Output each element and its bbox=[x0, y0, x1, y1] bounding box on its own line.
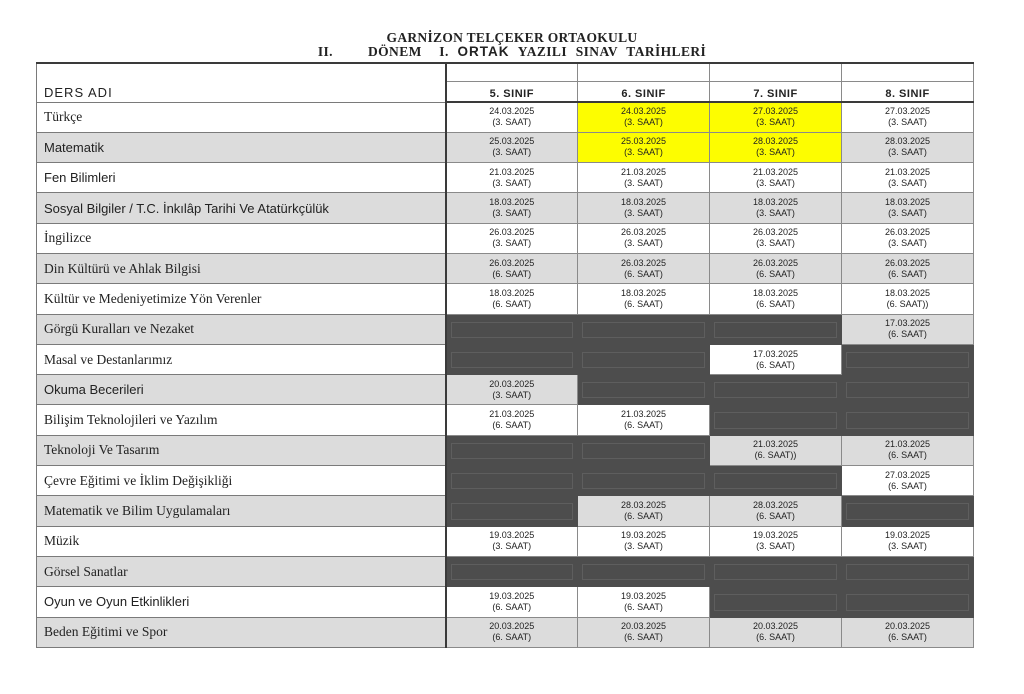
no-exam-cell bbox=[842, 496, 974, 526]
table-row bbox=[37, 314, 974, 344]
no-exam-cell-inset bbox=[714, 473, 837, 489]
exam-date-cell bbox=[842, 163, 974, 193]
exam-date: 19.03.2025 bbox=[884, 530, 931, 541]
exam-hour: (3. SAAT) bbox=[624, 208, 663, 219]
exam-hour: (3. SAAT) bbox=[492, 177, 532, 188]
exam-hour: (3. SAAT) bbox=[756, 541, 795, 552]
no-exam-cell-inset bbox=[582, 352, 705, 368]
no-exam-cell-inset bbox=[582, 322, 705, 338]
no-exam-cell-inset bbox=[714, 322, 837, 338]
exam-date: 20.03.2025 bbox=[884, 621, 931, 632]
exam-hour: (3. SAAT) bbox=[492, 541, 532, 552]
exam-hour: (3. SAAT) bbox=[756, 177, 795, 188]
exam-date: 18.03.2025 bbox=[752, 197, 799, 208]
no-exam-cell-inset bbox=[714, 412, 837, 428]
table-row bbox=[37, 284, 974, 314]
exam-date-cell bbox=[710, 496, 842, 526]
exam-hour: (3. SAAT) bbox=[624, 177, 663, 188]
exam-date: 17.03.2025 bbox=[884, 318, 931, 329]
exam-date: 21.03.2025 bbox=[620, 166, 667, 177]
exam-hour: (6. SAAT) bbox=[756, 511, 795, 521]
exam-hour: (3. SAAT) bbox=[756, 147, 795, 158]
exam-date-cell bbox=[710, 344, 842, 374]
no-exam-cell bbox=[578, 556, 710, 586]
exam-hour: (6. SAAT) bbox=[624, 420, 663, 431]
no-exam-cell bbox=[710, 587, 842, 617]
no-exam-cell-inset bbox=[582, 564, 705, 580]
exam-date: 26.03.2025 bbox=[884, 227, 931, 238]
exam-hour: (3. SAAT) bbox=[624, 238, 663, 249]
exam-date: 20.03.2025 bbox=[489, 378, 535, 389]
exam-date: 26.03.2025 bbox=[752, 257, 799, 268]
exam-hour: (6. SAAT) bbox=[624, 511, 663, 521]
no-exam-cell bbox=[446, 314, 578, 344]
exam-date-cell bbox=[446, 163, 578, 193]
subject-name: Okuma Becerileri bbox=[37, 375, 446, 405]
no-exam-cell bbox=[710, 375, 842, 405]
subject-name: Sosyal Bilgiler / T.C. İnkılâp Tarihi Ve Atatürkçülük bbox=[37, 193, 446, 223]
exam-date: 27.03.2025 bbox=[884, 106, 931, 117]
exam-date-cell bbox=[710, 132, 842, 162]
subject-name: Oyun ve Oyun Etkinlikleri bbox=[37, 587, 446, 617]
table-row bbox=[37, 556, 974, 586]
exam-date-cell bbox=[842, 617, 974, 647]
table-row bbox=[37, 466, 974, 496]
exam-hour: (3. SAAT) bbox=[756, 238, 795, 249]
no-exam-cell bbox=[446, 466, 578, 496]
exam-date-cell bbox=[578, 102, 710, 132]
no-exam-cell bbox=[842, 344, 974, 374]
exam-date-cell bbox=[842, 526, 974, 556]
no-exam-cell-inset bbox=[846, 412, 969, 428]
exam-date-cell bbox=[446, 587, 578, 617]
exam-date-cell bbox=[578, 223, 710, 253]
subject-name: Teknoloji Ve Tasarım bbox=[37, 435, 446, 465]
exam-date: 26.03.2025 bbox=[884, 257, 931, 268]
ortak-label: ORTAK bbox=[457, 44, 510, 59]
no-exam-cell-inset bbox=[846, 594, 969, 610]
exam-date-cell bbox=[842, 193, 974, 223]
exam-date-cell bbox=[710, 223, 842, 253]
exam-dates-label: YAZILI SINAV TARİHLERİ bbox=[517, 44, 707, 59]
no-exam-cell-inset bbox=[582, 382, 705, 398]
exam-hour: (6. SAAT) bbox=[624, 601, 663, 612]
no-exam-cell bbox=[578, 344, 710, 374]
term-label: II. DÖNEM I. bbox=[317, 44, 449, 59]
exam-date: 19.03.2025 bbox=[620, 590, 667, 601]
exam-hour: (6. SAAT) bbox=[492, 298, 532, 309]
exam-date: 25.03.2025 bbox=[620, 136, 667, 147]
exam-date-cell bbox=[842, 435, 974, 465]
exam-date-cell bbox=[710, 284, 842, 314]
no-exam-cell bbox=[842, 405, 974, 435]
table-row bbox=[37, 132, 974, 162]
exam-date: 20.03.2025 bbox=[752, 621, 799, 632]
table-row bbox=[37, 435, 974, 465]
no-exam-cell bbox=[710, 405, 842, 435]
no-exam-cell bbox=[578, 314, 710, 344]
exam-hour: (3. SAAT) bbox=[492, 389, 532, 400]
exam-date-cell bbox=[446, 526, 578, 556]
exam-date: 20.03.2025 bbox=[620, 621, 667, 632]
exam-hour: (6. SAAT) bbox=[492, 420, 532, 431]
exam-date: 25.03.2025 bbox=[489, 136, 535, 147]
subject-name: Masal ve Destanlarımız bbox=[37, 344, 446, 374]
exam-date: 18.03.2025 bbox=[752, 287, 799, 298]
exam-date-cell bbox=[842, 223, 974, 253]
exam-date-cell bbox=[446, 375, 578, 405]
no-exam-cell-inset bbox=[582, 473, 705, 489]
exam-date-cell bbox=[578, 405, 710, 435]
exam-schedule-table bbox=[36, 62, 974, 648]
subject-column-header: DERS ADI bbox=[37, 63, 446, 102]
exam-hour: (3. SAAT) bbox=[492, 117, 532, 128]
exam-hour: (3. SAAT) bbox=[888, 238, 927, 249]
subject-name: Matematik bbox=[37, 132, 446, 162]
no-exam-cell-inset bbox=[451, 352, 574, 368]
exam-date-cell bbox=[446, 405, 578, 435]
subject-name: Din Kültürü ve Ahlak Bilgisi bbox=[37, 253, 446, 283]
subject-name: Müzik bbox=[37, 526, 446, 556]
exam-date-cell bbox=[710, 435, 842, 465]
exam-date-cell bbox=[446, 193, 578, 223]
exam-hour: (3. SAAT) bbox=[888, 541, 927, 552]
exam-date: 18.03.2025 bbox=[884, 287, 931, 298]
no-exam-cell-inset bbox=[451, 503, 574, 519]
exam-date-cell bbox=[578, 132, 710, 162]
exam-date: 28.03.2025 bbox=[752, 500, 799, 510]
exam-date: 21.03.2025 bbox=[489, 409, 535, 420]
exam-hour: (3. SAAT) bbox=[624, 541, 663, 552]
exam-date: 26.03.2025 bbox=[620, 257, 667, 268]
no-exam-cell bbox=[842, 587, 974, 617]
exam-date: 28.03.2025 bbox=[884, 136, 931, 147]
exam-date-cell bbox=[446, 284, 578, 314]
exam-date-cell bbox=[842, 284, 974, 314]
exam-date-cell bbox=[710, 617, 842, 647]
exam-date: 26.03.2025 bbox=[752, 227, 799, 238]
exam-date: 24.03.2025 bbox=[620, 106, 667, 117]
exam-hour: (6. SAAT) bbox=[492, 632, 532, 643]
subject-name: Kültür ve Medeniyetimize Yön Verenler bbox=[37, 284, 446, 314]
exam-date-cell bbox=[710, 253, 842, 283]
exam-date-cell bbox=[710, 163, 842, 193]
exam-date-cell bbox=[710, 193, 842, 223]
no-exam-cell bbox=[446, 496, 578, 526]
exam-date-cell bbox=[578, 617, 710, 647]
no-exam-cell-inset bbox=[846, 382, 969, 398]
exam-date: 18.03.2025 bbox=[489, 197, 535, 208]
exam-date-cell bbox=[578, 284, 710, 314]
exam-date: 18.03.2025 bbox=[489, 287, 535, 298]
no-exam-cell-inset bbox=[451, 473, 574, 489]
exam-date: 28.03.2025 bbox=[620, 500, 667, 510]
exam-date-cell bbox=[446, 223, 578, 253]
exam-date: 27.03.2025 bbox=[752, 106, 799, 117]
no-exam-cell-inset bbox=[451, 443, 574, 459]
exam-hour: (6. SAAT) bbox=[756, 632, 795, 643]
exam-hour: (3. SAAT) bbox=[756, 208, 795, 219]
exam-hour: (6. SAAT) bbox=[888, 329, 927, 340]
exam-date-cell bbox=[578, 253, 710, 283]
grade-header-8: 8. SINIF bbox=[842, 63, 974, 102]
no-exam-cell-inset bbox=[451, 322, 574, 338]
exam-date: 27.03.2025 bbox=[884, 469, 931, 480]
exam-hour: (6. SAAT) bbox=[492, 601, 532, 612]
subject-name: İngilizce bbox=[37, 223, 446, 253]
no-exam-cell-inset bbox=[714, 594, 837, 610]
exam-date: 26.03.2025 bbox=[489, 227, 535, 238]
table-row bbox=[37, 253, 974, 283]
no-exam-cell-inset bbox=[846, 564, 969, 580]
exam-hour: (3. SAAT) bbox=[492, 208, 532, 219]
no-exam-cell-inset bbox=[582, 443, 705, 459]
subject-name: Görsel Sanatlar bbox=[37, 556, 446, 586]
table-row bbox=[37, 375, 974, 405]
exam-date-cell bbox=[578, 526, 710, 556]
no-exam-cell-inset bbox=[714, 382, 837, 398]
exam-date: 21.03.2025 bbox=[752, 166, 799, 177]
exam-hour: (3. SAAT) bbox=[624, 147, 663, 158]
header-row bbox=[37, 63, 974, 102]
exam-hour: (6. SAAT)) bbox=[754, 450, 797, 461]
no-exam-cell bbox=[842, 375, 974, 405]
exam-date-cell bbox=[578, 163, 710, 193]
grade-header-6: 6. SINIF bbox=[578, 63, 710, 102]
exam-date-cell bbox=[842, 314, 974, 344]
exam-date: 19.03.2025 bbox=[489, 590, 535, 601]
exam-date: 21.03.2025 bbox=[884, 166, 931, 177]
exam-date: 26.03.2025 bbox=[489, 257, 535, 268]
subject-name: Çevre Eğitimi ve İklim Değişikliği bbox=[37, 466, 446, 496]
exam-date-cell bbox=[842, 466, 974, 496]
exam-hour: (6. SAAT) bbox=[888, 480, 927, 491]
exam-hour: (6. SAAT) bbox=[492, 268, 532, 279]
exam-hour: (6. SAAT)) bbox=[886, 298, 929, 309]
no-exam-cell bbox=[446, 435, 578, 465]
exam-date: 17.03.2025 bbox=[752, 348, 799, 359]
exam-date: 19.03.2025 bbox=[752, 530, 799, 541]
exam-date-cell bbox=[446, 132, 578, 162]
exam-hour: (3. SAAT) bbox=[492, 238, 532, 249]
exam-date: 20.03.2025 bbox=[489, 621, 535, 632]
exam-hour: (6. SAAT) bbox=[624, 298, 663, 309]
no-exam-cell bbox=[710, 466, 842, 496]
exam-date: 18.03.2025 bbox=[620, 197, 667, 208]
subject-name: Matematik ve Bilim Uygulamaları bbox=[37, 496, 446, 526]
exam-date-cell bbox=[446, 253, 578, 283]
table-row bbox=[37, 102, 974, 132]
exam-hour: (6. SAAT) bbox=[888, 632, 927, 643]
exam-hour: (3. SAAT) bbox=[888, 147, 927, 158]
exam-hour: (6. SAAT) bbox=[624, 632, 663, 643]
exam-date: 21.03.2025 bbox=[752, 439, 799, 450]
exam-date-cell bbox=[842, 102, 974, 132]
exam-date-cell bbox=[446, 102, 578, 132]
exam-date: 28.03.2025 bbox=[752, 136, 799, 147]
exam-date-cell bbox=[578, 587, 710, 617]
grade-header-5: 5. SINIF bbox=[446, 63, 578, 102]
exam-hour: (6. SAAT) bbox=[888, 268, 927, 279]
exam-date: 21.03.2025 bbox=[620, 409, 667, 420]
no-exam-cell bbox=[842, 556, 974, 586]
subject-name: Fen Bilimleri bbox=[37, 163, 446, 193]
exam-hour: (3. SAAT) bbox=[888, 177, 927, 188]
exam-date: 26.03.2025 bbox=[620, 227, 667, 238]
table-row bbox=[37, 193, 974, 223]
school-name: GARNİZON TELÇEKER ORTAOKULU bbox=[386, 30, 638, 45]
exam-date-cell bbox=[710, 526, 842, 556]
document-title bbox=[0, 44, 1024, 60]
exam-date: 21.03.2025 bbox=[884, 439, 931, 450]
table-row bbox=[37, 526, 974, 556]
no-exam-cell bbox=[710, 556, 842, 586]
table-row bbox=[37, 223, 974, 253]
subject-name: Beden Eğitimi ve Spor bbox=[37, 617, 446, 647]
no-exam-cell bbox=[578, 435, 710, 465]
exam-hour: (3. SAAT) bbox=[624, 117, 663, 128]
table-row bbox=[37, 405, 974, 435]
exam-hour: (6. SAAT) bbox=[888, 450, 927, 461]
exam-date: 19.03.2025 bbox=[489, 530, 535, 541]
exam-date: 24.03.2025 bbox=[489, 106, 535, 117]
no-exam-cell bbox=[446, 556, 578, 586]
no-exam-cell bbox=[710, 314, 842, 344]
table-row bbox=[37, 344, 974, 374]
exam-date-cell bbox=[842, 132, 974, 162]
grade-header-7: 7. SINIF bbox=[710, 63, 842, 102]
exam-date-cell bbox=[446, 617, 578, 647]
exam-date-cell bbox=[842, 253, 974, 283]
exam-hour: (6. SAAT) bbox=[756, 298, 795, 309]
exam-hour: (3. SAAT) bbox=[756, 117, 795, 128]
exam-date-cell bbox=[578, 193, 710, 223]
exam-hour: (6. SAAT) bbox=[756, 359, 795, 370]
no-exam-cell bbox=[578, 466, 710, 496]
exam-date-cell bbox=[578, 496, 710, 526]
no-exam-cell bbox=[578, 375, 710, 405]
exam-hour: (6. SAAT) bbox=[624, 268, 663, 279]
exam-hour: (3. SAAT) bbox=[888, 208, 927, 219]
exam-date-cell bbox=[710, 102, 842, 132]
table-row bbox=[37, 163, 974, 193]
table-row bbox=[37, 617, 974, 647]
table-row bbox=[37, 496, 974, 526]
subject-name: Görgü Kuralları ve Nezaket bbox=[37, 314, 446, 344]
exam-hour: (3. SAAT) bbox=[492, 147, 532, 158]
no-exam-cell-inset bbox=[846, 352, 969, 368]
no-exam-cell-inset bbox=[451, 564, 574, 580]
no-exam-cell-inset bbox=[846, 503, 969, 519]
exam-date: 19.03.2025 bbox=[620, 530, 667, 541]
subject-name: Türkçe bbox=[37, 102, 446, 132]
table-row bbox=[37, 587, 974, 617]
no-exam-cell bbox=[446, 344, 578, 374]
exam-hour: (3. SAAT) bbox=[888, 117, 927, 128]
exam-hour: (6. SAAT) bbox=[756, 268, 795, 279]
no-exam-cell-inset bbox=[714, 564, 837, 580]
exam-date: 18.03.2025 bbox=[884, 197, 931, 208]
exam-date: 18.03.2025 bbox=[620, 287, 667, 298]
exam-date: 21.03.2025 bbox=[489, 166, 535, 177]
subject-name: Bilişim Teknolojileri ve Yazılım bbox=[37, 405, 446, 435]
